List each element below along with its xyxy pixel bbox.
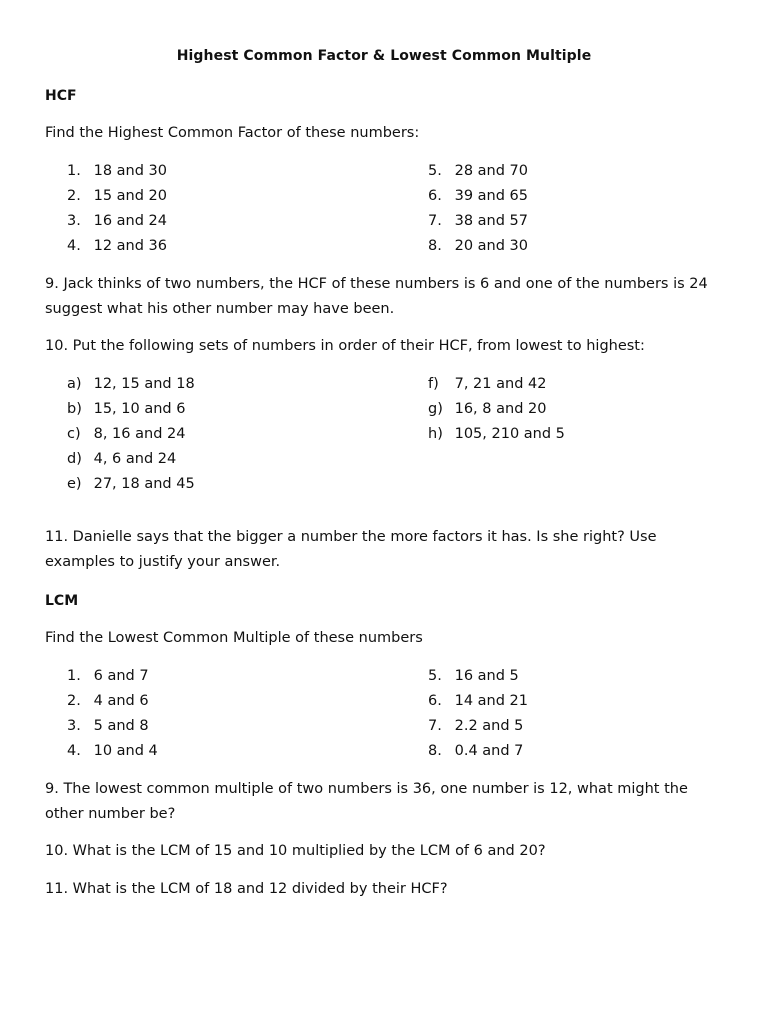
list-item: e) 27, 18 and 45 [67, 476, 195, 492]
list-item: 2. 15 and 20 [67, 188, 168, 204]
list-item: 3. 5 and 8 [67, 718, 149, 734]
list-item: 7. 38 and 57 [428, 213, 529, 229]
list-item: f) 7, 21 and 42 [428, 376, 547, 392]
lcm-question-11: 11. What is the LCM of 18 and 12 divided by their HCF? [45, 881, 448, 897]
hcf-sets-left [67, 372, 195, 497]
list-item: d) 4, 6 and 24 [67, 451, 177, 467]
list-item: 4. 12 and 36 [67, 238, 168, 254]
list-item: 8. 20 and 30 [428, 238, 529, 254]
list-item: 6. 39 and 65 [428, 188, 529, 204]
list-item: 7. 2.2 and 5 [428, 718, 524, 734]
list-item: 2. 4 and 6 [67, 693, 149, 709]
lcm-question-10: 10. What is the LCM of 15 and 10 multiplied by the LCM of 6 and 20? [45, 843, 546, 859]
hcf-list-left [67, 159, 167, 259]
list-item: 1. 18 and 30 [67, 163, 168, 179]
list-item: c) 8, 16 and 24 [67, 426, 186, 442]
list-item: g) 16, 8 and 20 [428, 401, 547, 417]
list-item: 3. 16 and 24 [67, 213, 168, 229]
hcf-heading: HCF [45, 88, 77, 104]
hcf-question-9: 9. Jack thinks of two numbers, the HCF of these numbers is 6 and one of the numbers is 24 suggest what his other number may have been. [45, 276, 708, 317]
worksheet-title: Highest Common Factor & Lowest Common Multiple [176, 48, 592, 64]
list-item: b) 15, 10 and 6 [67, 401, 186, 417]
hcf-question-11: 11. Danielle says that the bigger a number the more factors it has. Is she right? Use examples to justify your answer. [45, 529, 657, 570]
list-item: 5. 28 and 70 [428, 163, 529, 179]
lcm-heading: LCM [45, 593, 79, 609]
list-item: 4. 10 and 4 [67, 743, 158, 759]
hcf-list-right [428, 159, 528, 259]
list-item: 1. 6 and 7 [67, 668, 149, 684]
list-item: 8. 0.4 and 7 [428, 743, 524, 759]
list-item: 5. 16 and 5 [428, 668, 519, 684]
lcm-question-9: 9. The lowest common multiple of two numbers is 36, one number is 12, what might the other number be? [45, 781, 688, 822]
list-item: h) 105, 210 and 5 [428, 426, 565, 442]
hcf-intro: Find the Highest Common Factor of these numbers: [45, 125, 420, 141]
lcm-list-left [67, 664, 158, 764]
hcf-question-10: 10. Put the following sets of numbers in order of their HCF, from lowest to highest: [45, 338, 645, 354]
hcf-sets-right [428, 372, 565, 447]
lcm-list-right [428, 664, 528, 764]
list-item: a) 12, 15 and 18 [67, 376, 195, 392]
lcm-intro: Find the Lowest Common Multiple of these numbers [45, 630, 423, 646]
list-item: 6. 14 and 21 [428, 693, 529, 709]
